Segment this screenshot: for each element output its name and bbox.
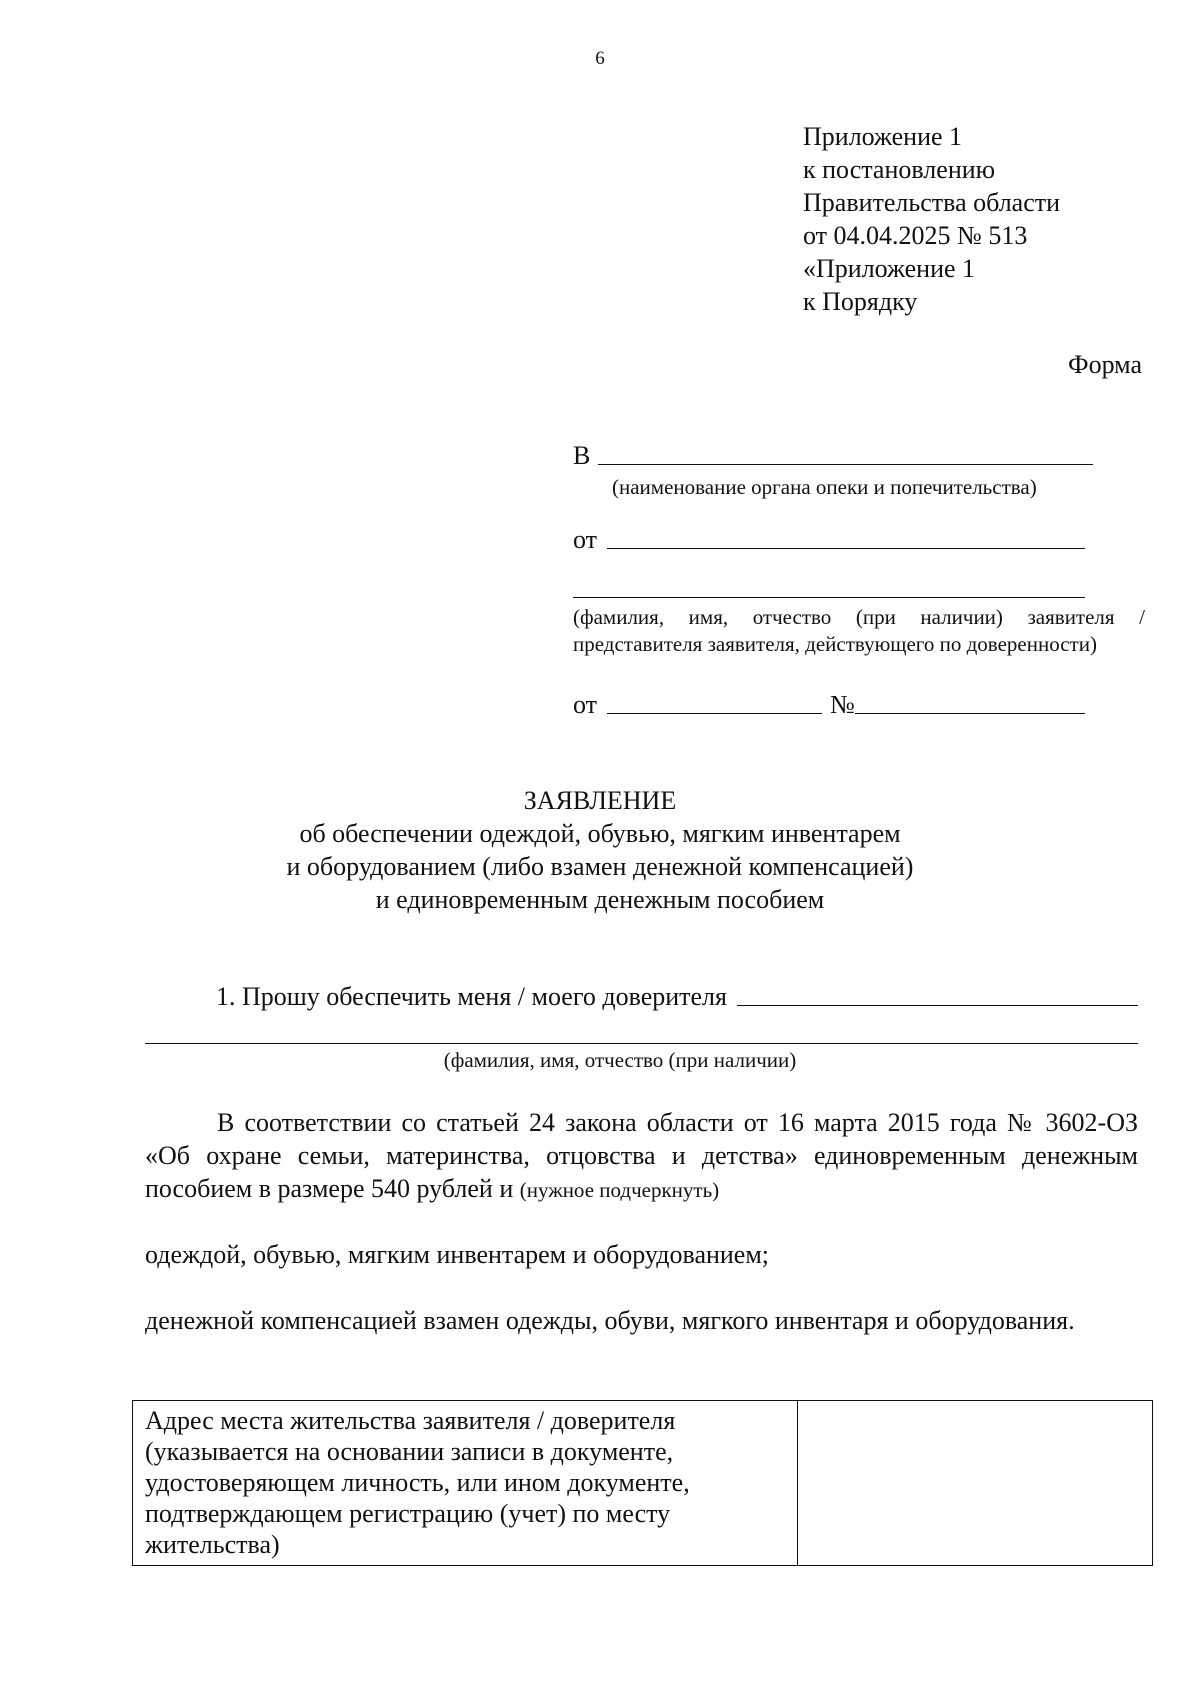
applicant-row	[573, 525, 1085, 555]
table-row	[133, 1401, 1153, 1566]
recipient-prefix: В	[573, 441, 591, 470]
document-title	[0, 784, 1200, 916]
recipient-hint: (наименование органа опеки и попечительства)	[612, 475, 1037, 499]
form-label: Форма	[1068, 350, 1142, 379]
appendix-line: к Порядку	[803, 287, 918, 316]
address-table	[132, 1400, 1153, 1566]
option-items[interactable]: одеждой, обувью, мягким инвентарем и оборудованием;	[145, 1240, 770, 1269]
law-text: В соответствии со статьей 24 закона области от 16 марта 2015 года № 3602-ОЗ «Об охране семьи, материнства, отцовства и детства» единовременным денежным пособием в размере 540 рублей и	[145, 1108, 1138, 1203]
number-prefix: №	[830, 690, 855, 719]
address-label-cell: Адрес места жительства заявителя / доверителя (указывается на основании записи в документе, удостоверяющем личность, или ином документе, подтверждающем регистрацию (учет) по месту жительства)	[133, 1401, 798, 1566]
appendix-line: от 04.04.2025 № 513	[803, 221, 1028, 250]
appendix-line: к постановлению	[803, 155, 996, 184]
applicant-hint: (фамилия, имя, отчество (при наличии) заявителя / представителя заявителя, действующего по доверенности)	[573, 605, 1145, 656]
title-line: и оборудованием (либо взамен денежной компенсацией)	[286, 852, 914, 881]
address-value-cell[interactable]	[798, 1401, 1153, 1566]
date-field[interactable]	[607, 712, 822, 714]
power-of-attorney-row	[573, 690, 1085, 720]
request-name-field[interactable]	[737, 1004, 1138, 1006]
appendix-line: Приложение 1	[803, 122, 963, 151]
appendix-header	[803, 120, 1060, 318]
request-text: 1. Прошу обеспечить меня / моего доверителя	[216, 982, 727, 1011]
recipient-field[interactable]	[598, 463, 1093, 465]
applicant-field[interactable]	[607, 547, 1085, 549]
title-line: и единовременным денежным пособием	[375, 885, 825, 914]
law-note: (нужное подчеркнуть)	[519, 1178, 720, 1202]
appendix-line: «Приложение 1	[803, 254, 976, 283]
applicant-prefix: от	[573, 525, 598, 554]
request-name-field-line2[interactable]	[145, 1042, 1138, 1044]
applicant-field-line2[interactable]	[573, 596, 1085, 598]
recipient-row	[573, 441, 1093, 471]
title-heading: ЗАЯВЛЕНИЕ	[523, 786, 677, 815]
option-compensation[interactable]: денежной компенсацией взамен одежды, обуви, мягкого инвентаря и оборудования.	[145, 1306, 1075, 1335]
appendix-line: Правительства области	[803, 188, 1061, 217]
request-row	[216, 982, 1138, 1012]
request-hint: (фамилия, имя, отчество (при наличии)	[443, 1048, 797, 1072]
date-prefix: от	[573, 690, 598, 719]
law-paragraph	[145, 1106, 1138, 1207]
title-line: об обеспечении одеждой, обувью, мягким инвентарем	[299, 819, 901, 848]
number-field[interactable]	[855, 712, 1085, 714]
page-number: 6	[595, 48, 605, 69]
